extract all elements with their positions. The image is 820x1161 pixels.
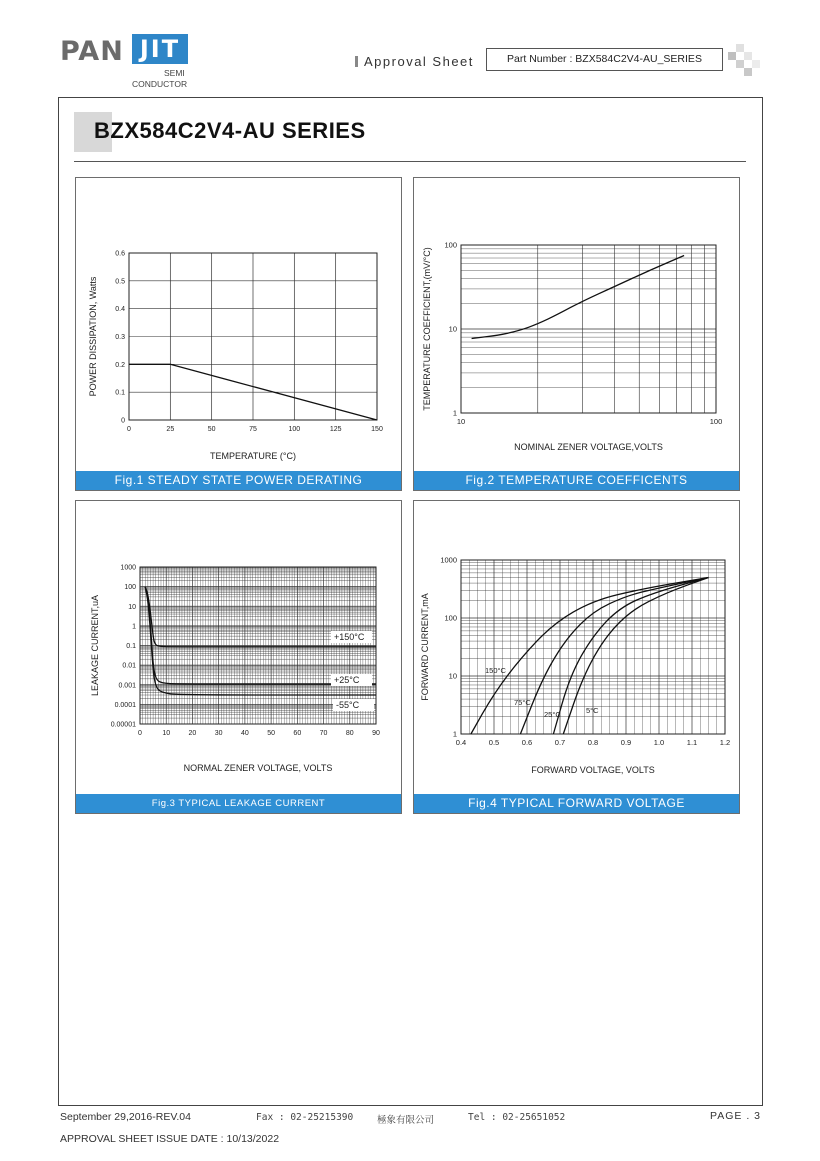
series-label: 150°C — [485, 666, 506, 675]
x-tick-label: 0.5 — [488, 738, 500, 747]
y-tick-label: 0.001 — [118, 682, 136, 690]
y-tick-label: 0.6 — [115, 250, 125, 258]
y-axis-label: FORWARD CURRENT,mA — [420, 593, 430, 701]
y-tick-label: 100 — [444, 613, 457, 623]
x-axis-label: FORWARD VOLTAGE, VOLTS — [531, 765, 655, 775]
y-tick-label: 1000 — [120, 564, 136, 572]
x-axis-label: TEMPERATURE (°C) — [210, 451, 296, 461]
y-tick-label: 0.00001 — [110, 721, 136, 729]
y-tick-label: 100 — [444, 240, 457, 250]
y-tick-label: 10 — [448, 324, 457, 334]
y-tick-label: 0.4 — [115, 306, 125, 314]
x-tick-label: 20 — [188, 730, 197, 737]
fig3-panel — [75, 500, 402, 814]
series-label: -55°C — [336, 700, 360, 710]
y-tick-label: 0.01 — [122, 662, 136, 670]
series-label: +25°C — [334, 675, 360, 685]
y-axis-label: POWER DISSIPATION, Watts — [88, 276, 98, 397]
brand-logo-jit: JIT — [132, 34, 188, 64]
x-tick-label: 100 — [709, 417, 723, 426]
y-tick-label: 0.2 — [115, 361, 125, 369]
x-tick-label: 10 — [456, 417, 466, 426]
series-line-0 — [472, 256, 684, 339]
x-tick-label: 1.0 — [653, 738, 665, 747]
x-tick-label: 60 — [293, 730, 302, 737]
series-label: 75°C — [514, 698, 531, 707]
y-tick-label: 0.1 — [126, 643, 136, 650]
x-tick-label: 0.7 — [554, 738, 566, 747]
footer-date-rev: September 29,2016-REV.04 — [60, 1111, 191, 1123]
y-tick-label: 100 — [124, 584, 136, 592]
y-axis-label: TEMPERATURE COEFFICIENT,(mV/°C) — [422, 247, 432, 411]
x-tick-label: 70 — [319, 730, 328, 737]
checker-decoration-icon — [728, 44, 762, 78]
fig3-caption: Fig.3 TYPICAL LEAKAGE CURRENT — [76, 794, 401, 813]
fig4-panel — [413, 500, 740, 814]
y-tick-label: 10 — [448, 671, 457, 681]
footer-issue-date: APPROVAL SHEET ISSUE DATE : 10/13/2022 — [60, 1133, 280, 1145]
y-tick-label: 1 — [132, 623, 136, 631]
x-tick-label: 150 — [371, 426, 383, 433]
fig1-caption: Fig.1 STEADY STATE POWER DERATING — [76, 471, 401, 490]
footer-page: PAGE . 3 — [710, 1110, 761, 1122]
y-tick-label: 0.1 — [115, 389, 125, 397]
y-tick-label: 1 — [452, 729, 457, 739]
y-tick-label: 0.3 — [115, 334, 125, 341]
y-tick-label: 1 — [452, 408, 457, 418]
x-tick-label: 25 — [166, 426, 175, 433]
x-tick-label: 90 — [372, 730, 380, 737]
x-tick-label: 1.2 — [719, 738, 731, 747]
series-label: +150°C — [334, 632, 365, 642]
approval-text: Approval Sheet — [364, 54, 474, 69]
x-tick-label: 0.6 — [521, 738, 533, 747]
brand-logo-pan: PAN — [60, 36, 124, 67]
y-tick-label: 0.5 — [115, 278, 125, 286]
fig4-chart — [414, 501, 739, 793]
title-rule — [74, 161, 746, 162]
x-tick-label: 50 — [267, 730, 276, 737]
x-tick-label: 80 — [345, 730, 354, 737]
x-tick-label: 0.8 — [587, 738, 599, 747]
page-title: BZX584C2V4-AU SERIES — [94, 118, 366, 143]
y-tick-label: 0 — [121, 417, 125, 425]
footer-fax: Fax : 02-25215390 — [256, 1112, 354, 1123]
part-number-box: Part Number : BZX584C2V4-AU_SERIES — [486, 48, 723, 71]
y-tick-label: 10 — [128, 603, 136, 611]
x-tick-label: 1.1 — [686, 738, 698, 747]
x-tick-label: 100 — [288, 426, 301, 433]
fig2-caption: Fig.2 TEMPERATURE COEFFICENTS — [414, 471, 739, 490]
y-tick-label: 0.0001 — [114, 701, 136, 709]
brand-sub-semi: SEMI — [164, 68, 185, 78]
footer-company: 極象有限公司 — [377, 1115, 435, 1126]
x-tick-label: 0 — [127, 426, 131, 433]
x-tick-label: 10 — [162, 730, 171, 737]
series-label: 5°C — [586, 706, 599, 715]
x-axis-label: NORMAL ZENER VOLTAGE, VOLTS — [183, 763, 333, 773]
x-axis-label: NOMINAL ZENER VOLTAGE,VOLTS — [514, 442, 663, 452]
fig2-chart — [414, 178, 739, 470]
fig2-panel — [413, 177, 740, 491]
x-tick-label: 0 — [138, 730, 142, 737]
x-tick-label: 0.4 — [455, 738, 467, 747]
x-tick-label: 0.9 — [620, 738, 632, 747]
brand-sub-conductor: CONDUCTOR — [132, 79, 188, 89]
x-tick-label: 40 — [240, 730, 249, 737]
x-tick-label: 30 — [214, 730, 223, 737]
fig3-chart — [76, 501, 401, 793]
x-tick-label: 50 — [207, 426, 216, 433]
x-tick-label: 75 — [249, 426, 257, 433]
approval-bar-icon — [355, 56, 358, 67]
y-tick-label: 1000 — [440, 555, 457, 565]
fig4-caption: Fig.4 TYPICAL FORWARD VOLTAGE — [414, 794, 739, 813]
series-label: 25°C — [544, 710, 561, 719]
y-axis-label: LEAKAGE CURRENT,uA — [90, 594, 100, 697]
fig1-chart — [76, 178, 401, 470]
fig1-panel — [75, 177, 402, 491]
x-tick-label: 125 — [329, 426, 342, 433]
approval-sheet-label — [355, 54, 474, 69]
footer-tel: Tel : 02-25651052 — [468, 1112, 566, 1123]
